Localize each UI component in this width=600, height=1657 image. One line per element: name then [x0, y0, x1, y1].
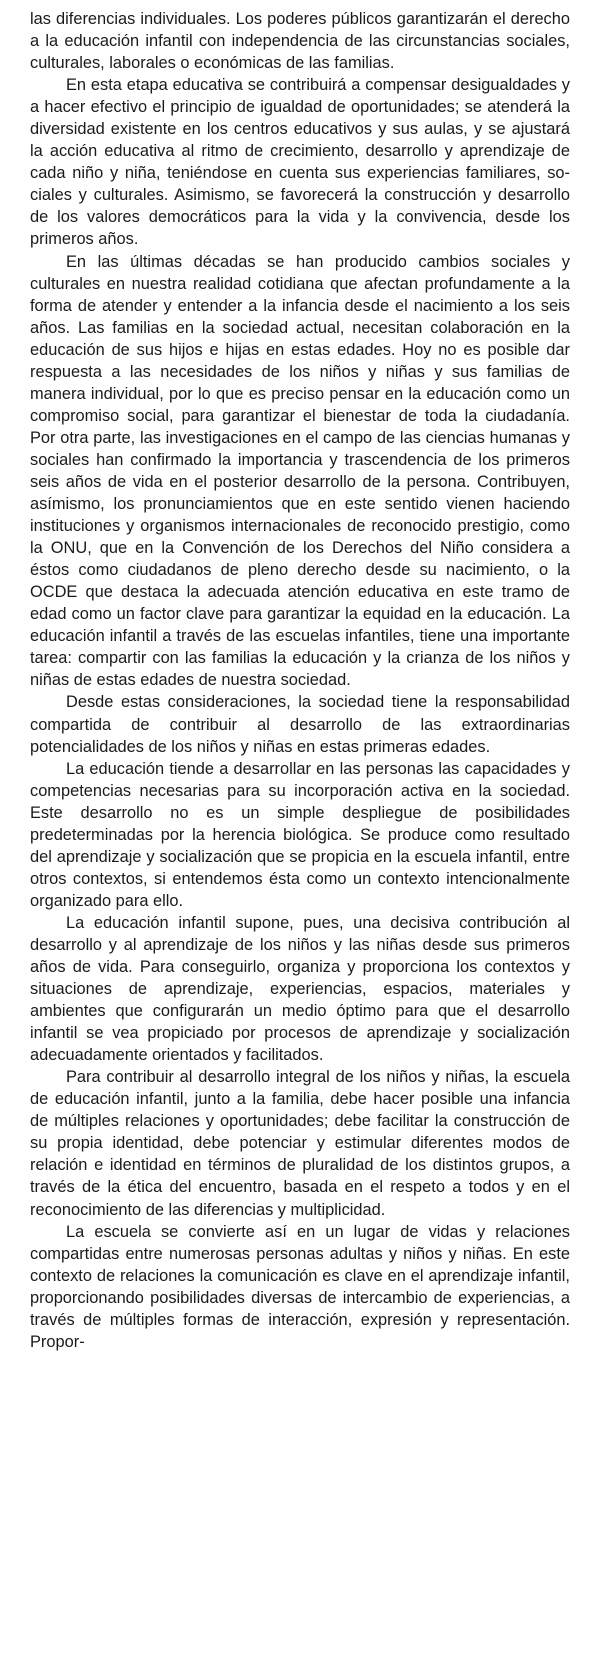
paragraph-2: En esta etapa educativa se contribuirá a compensar desigualdades y a hacer efectivo el principio de igualdad de oportunidades; se atenderá la diversidad existente en los centros educativos y sus aulas, y se ajustará la acción educativa al ritmo de crecimiento, desarrollo y aprendizaje de cada niño y niña, teniéndose en cuenta sus experiencias familiares, sociales y culturales. Asimismo, se favorecerá la construcción y desarrollo de los valores democráticos para la vida y la convivencia, desde los primeros años. — [30, 76, 570, 249]
paragraph-5: La educación tiende a desarrollar en las personas las capacidades y competencias necesarias para su incorporación activa en la sociedad. Este desarrollo no es un simple despliegue de posibilidades predeterminadas por la herencia biológica. Se produce como resultado del aprendizaje y socialización que se propicia en la escuela infantil, entre otros contextos, si entendemos ésta como un contexto intencionalmente organizado para ello. — [30, 759, 570, 910]
paragraph-4: Desde estas consideraciones, la sociedad tiene la responsabilidad compartida de contribuir al desarrollo de las extraordinarias potencialidades de los niños y niñas en estas primeras edades. — [30, 693, 570, 756]
paragraph-1: las diferencias individuales. Los poderes públicos garantizarán el derecho a la educación infantil con independencia de las circunstancias sociales, culturales, laborales o económicas de las familias. — [30, 10, 570, 73]
paragraph-6: La educación infantil supone, pues, una decisiva contribución al desarrollo y al aprendizaje de los niños y las niñas desde sus primeros años de vida. Para conseguirlo, organiza y proporciona los contextos y situaciones de aprendizaje, experiencias, espacios, materiales y ambientes que configurarán un medio óptimo para que el desarrollo infantil se vea propiciado por procesos de aprendizaje y socialización adecuadamente orientados y facilitados. — [30, 913, 570, 1065]
paragraph-3: En las últimas décadas se han producido cambios sociales y culturales en nuestra realidad cotidiana que afectan profundamente a la forma de atender y entender a la infancia desde el nacimiento a los seis años. Las familias en la sociedad actual, necesitan colaboración en la educación de sus hijos e hijas en estas edades. Hoy no es posible dar respuesta a las necesidades de los niños y niñas y sus familias de manera individual, por lo que es preciso pensar en la educación como un compromiso social, para garantizar el bienestar de toda la ciudadanía. Por otra parte, las investigaciones en el campo de las ciencias humanas y sociales han confirmado la importancia y trascendencia de los primeros seis años de vida en el posterior desarrollo de la persona. Contribuyen, asímismo, los pronunciamientos que en este sentido vienen haciendo instituciones y organismos internacionales de reconocido prestigio, como la ONU, que en la Convención de los Derechos del Niño considera a éstos como ciudadanos de pleno derecho desde su nacimiento, o la OCDE que destaca la adecuada atención educativa en este tramo de edad como un factor clave para garantizar la equidad en la educación. La educación infantil a través de las escuelas infantiles, tiene una importante tarea: compartir con las familias la educación y la crianza de los niños y niñas de estas edades de nuestra sociedad. — [30, 252, 570, 690]
paragraph-8: La escuela se convierte así en un lugar de vidas y relaciones compartidas entre numerosas personas adultas y niños y niñas. En este contexto de relaciones la comunicación es clave en el aprendizaje infantil, proporcionando posibilidades diversas de intercambio de experiencias, a través de múltiples formas de interacción, expresión y representación. Propor- — [30, 1222, 570, 1351]
paragraph-7: Para contribuir al desarrollo integral de los niños y niñas, la escuela de educación infantil, junto a la familia, debe hacer posible una infancia de múltiples relaciones y oportunidades; debe facilitar la construcción de su propia identidad, debe potenciar y estimular diferentes modos de relación e identidad en términos de pluralidad de los distintos grupos, a través de la ética del encuentro, basada en el respeto a todos y en el reconocimiento de las diferencias y multiplicidad. — [30, 1068, 570, 1219]
